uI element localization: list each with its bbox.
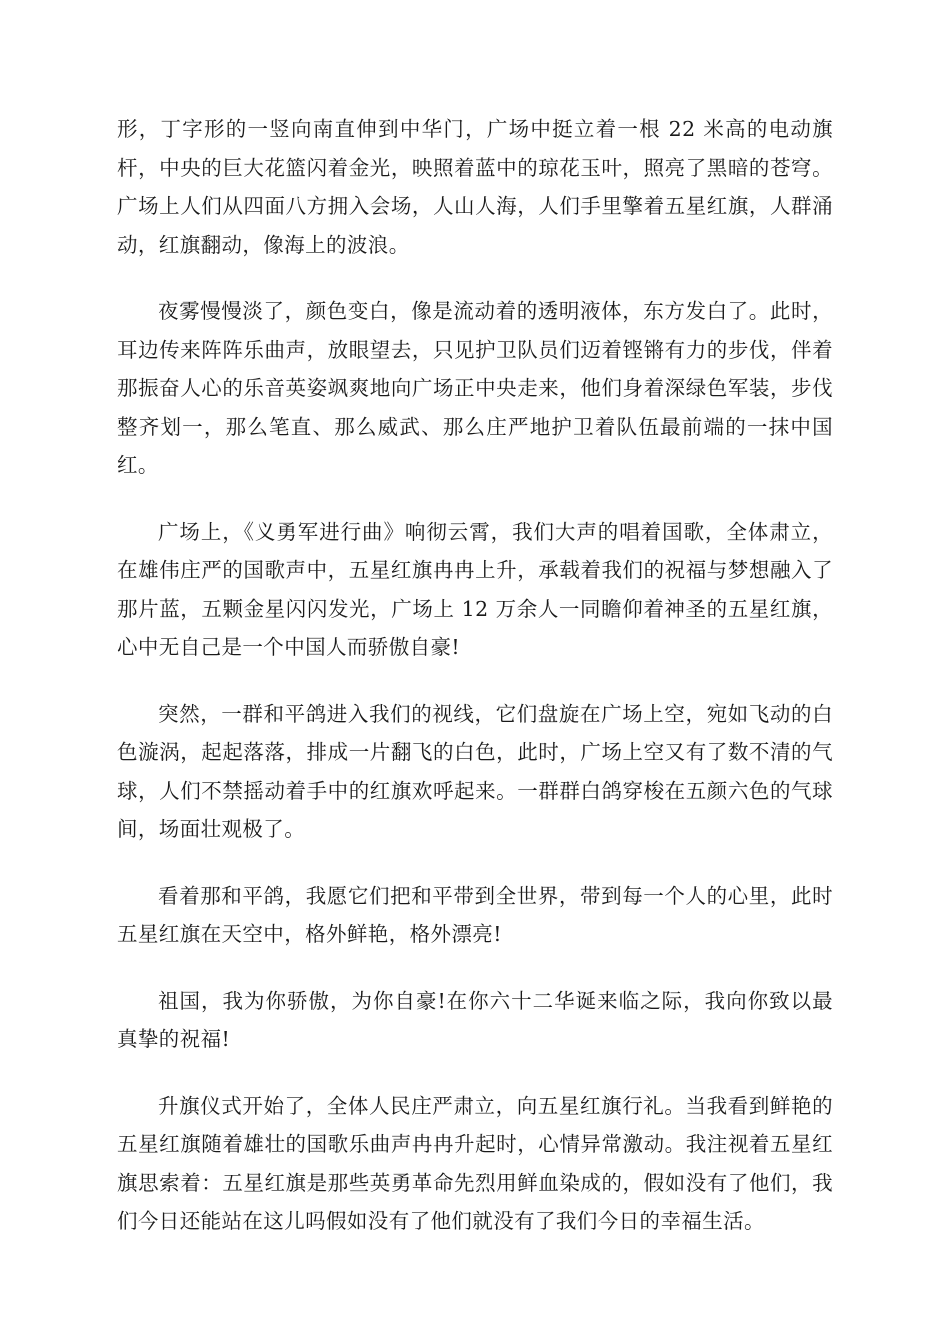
document-body <box>117 110 833 1269</box>
paragraph-5: 看着那和平鸽，我愿它们把和平带到全世界，带到每一个人的心里，此时五星红旗在天空中，格外鲜艳，格外漂亮! <box>117 883 833 946</box>
paragraph-6: 祖国，我为你骄傲，为你自豪!在你六十二华诞来临之际，我向你致以最真挚的祝福! <box>117 988 833 1051</box>
paragraph-3: 广场上，《义勇军进行曲》响彻云霄，我们大声的唱着国歌，全体肃立，在雄伟庄严的国歌声中，五星红旗冉冉上升，承载着我们的祝福与梦想融入了那片蓝，五颗金星闪闪发光，广场上 12 万余人一同瞻仰着神圣的五星红旗，心中无自己是一个中国人而骄傲自豪! <box>117 519 833 659</box>
paragraph-1: 形，丁字形的一竖向南直伸到中华门，广场中挺立着一根 22 米高的电动旗杆，中央的巨大花篮闪着金光，映照着蓝中的琼花玉叶，照亮了黑暗的苍穹。广场上人们从四面八方拥入会场，人山人海，人们手里擎着五星红旗，人群涌动，红旗翻动，像海上的波浪。 <box>117 117 833 257</box>
paragraph-4: 突然，一群和平鸽进入我们的视线，它们盘旋在广场上空，宛如飞动的白色漩涡，起起落落，排成一片翻飞的白色，此时，广场上空又有了数不清的气球，人们不禁摇动着手中的红旗欢呼起来。一群群白鸽穿梭在五颜六色的气球间，场面壮观极了。 <box>117 701 833 841</box>
paragraph-7: 升旗仪式开始了，全体人民庄严肃立，向五星红旗行礼。当我看到鲜艳的五星红旗随着雄壮的国歌乐曲声冉冉升起时，心情异常激动。我注视着五星红旗思索着：五星红旗是那些英勇革命先烈用鲜血染成的，假如没有了他们，我们今日还能站在这儿吗假如没有了他们就没有了我们今日的幸福生活。 <box>117 1093 833 1233</box>
paragraph-2: 夜雾慢慢淡了，颜色变白，像是流动着的透明液体，东方发白了。此时，耳边传来阵阵乐曲声，放眼望去，只见护卫队员们迈着铿锵有力的步伐，伴着那振奋人心的乐音英姿飒爽地向广场正中央走来，他们身着深绿色军装，步伐整齐划一，那么笔直、那么威武、那么庄严地护卫着队伍最前端的一抹中国红。 <box>117 299 833 477</box>
